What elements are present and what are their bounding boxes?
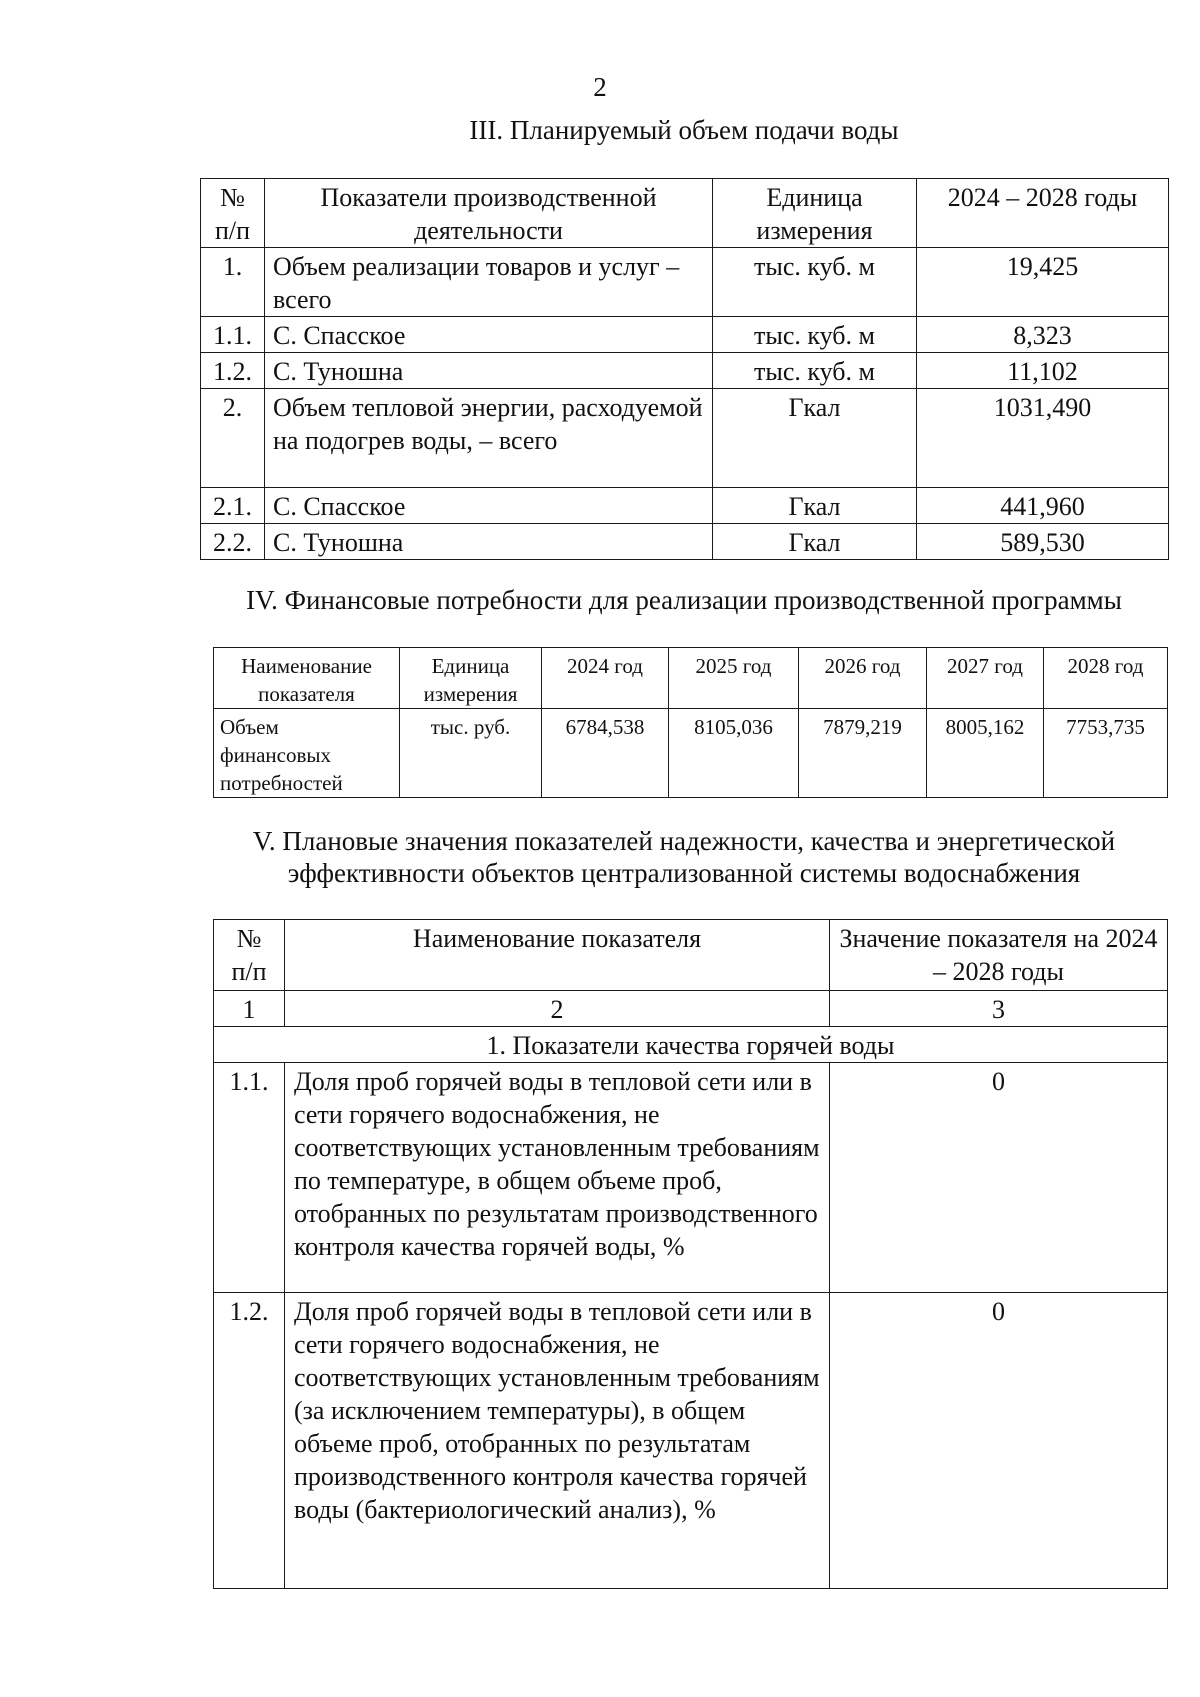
row-value: 441,960 xyxy=(917,488,1169,524)
row-value: 11,102 xyxy=(917,353,1169,389)
row-num: 2.1. xyxy=(201,488,265,524)
column-number: 1 xyxy=(214,991,285,1027)
table-row xyxy=(214,1063,1168,1293)
section4-title: IV. Финансовые потребности для реализации производственной программы xyxy=(246,585,1122,615)
row-value: 0 xyxy=(830,1293,1168,1589)
header-year: 2028 год xyxy=(1044,648,1168,709)
row-name: Доля проб горячей воды в тепловой сети или в сети горячего водоснабжения, не соответствующих установленным требованиям (за исключением температуры), в общем объеме проб, отобранных по результатам производственного контроля качества горячей воды (бактериологический анализ), % xyxy=(285,1293,830,1589)
row-value: 7753,735 xyxy=(1044,709,1168,798)
table-row xyxy=(214,1293,1168,1589)
row-num: 1.2. xyxy=(214,1293,285,1589)
column-number-row xyxy=(214,991,1168,1027)
row-value: 19,425 xyxy=(917,248,1169,317)
row-unit: тыс. руб. xyxy=(400,709,542,798)
table-row xyxy=(201,353,1169,389)
reliability-quality-table xyxy=(213,919,1168,1589)
row-name: Объем реализации товаров и услуг – всего xyxy=(265,248,713,317)
header-unit: Единица измерения xyxy=(400,648,542,709)
row-value: 8,323 xyxy=(917,317,1169,353)
row-name: Объем тепловой энергии, расходуемой на подогрев воды, – всего xyxy=(265,389,713,488)
table-header-row xyxy=(214,648,1168,709)
row-num: 1.1. xyxy=(201,317,265,353)
table-row xyxy=(201,389,1169,488)
table-row xyxy=(201,488,1169,524)
financial-needs-table xyxy=(213,647,1168,798)
table-header-row xyxy=(201,179,1169,248)
row-unit: Гкал xyxy=(713,389,917,488)
table-header-row xyxy=(214,920,1168,991)
header-year: 2025 год xyxy=(669,648,799,709)
column-number: 2 xyxy=(285,991,830,1027)
row-unit: тыс. куб. м xyxy=(713,248,917,317)
row-name: Доля проб горячей воды в тепловой сети или в сети горячего водоснабжения, не соответствующих установленным требованиям по температуре, в общем объеме проб, отобранных по результатам производственного контроля качества горячей воды, % xyxy=(285,1063,830,1293)
group-row xyxy=(214,1027,1168,1063)
row-name: С. Туношна xyxy=(265,524,713,560)
header-period: 2024 – 2028 годы xyxy=(917,179,1169,248)
table-row xyxy=(201,317,1169,353)
row-num: 1.1. xyxy=(214,1063,285,1293)
row-num: 2. xyxy=(201,389,265,488)
column-number: 3 xyxy=(830,991,1168,1027)
row-name: Объем финансовых потребностей xyxy=(214,709,400,798)
group-title: 1. Показатели качества горячей воды xyxy=(214,1027,1168,1063)
header-unit: Единица измерения xyxy=(713,179,917,248)
row-unit: тыс. куб. м xyxy=(713,317,917,353)
row-value: 0 xyxy=(830,1063,1168,1293)
row-name: С. Туношна xyxy=(265,353,713,389)
section5-title-line2: эффективности объектов централизованной системы водоснабжения xyxy=(287,858,1081,888)
table-row xyxy=(201,248,1169,317)
row-value: 1031,490 xyxy=(917,389,1169,488)
row-num: 1.2. xyxy=(201,353,265,389)
row-num: 1. xyxy=(201,248,265,317)
header-name: Наименование показателя xyxy=(285,920,830,991)
header-num: № п/п xyxy=(201,179,265,248)
header-num: № п/п xyxy=(214,920,285,991)
section3-title: III. Планируемый объем подачи воды xyxy=(469,115,899,145)
row-unit: Гкал xyxy=(713,488,917,524)
header-year: 2024 год xyxy=(542,648,669,709)
header-value: Значение показателя на 2024 – 2028 годы xyxy=(830,920,1168,991)
row-value: 589,530 xyxy=(917,524,1169,560)
row-value: 8105,036 xyxy=(669,709,799,798)
header-year: 2026 год xyxy=(799,648,927,709)
row-name: С. Спасское xyxy=(265,488,713,524)
water-supply-volume-table xyxy=(200,178,1169,560)
row-unit: тыс. куб. м xyxy=(713,353,917,389)
header-year: 2027 год xyxy=(927,648,1044,709)
section5-title-line1: V. Плановые значения показателей надежности, качества и энергетической xyxy=(252,826,1116,856)
row-value: 6784,538 xyxy=(542,709,669,798)
table-row xyxy=(201,524,1169,560)
row-value: 8005,162 xyxy=(927,709,1044,798)
header-name: Наименование показателя xyxy=(214,648,400,709)
header-indicator: Показатели производственной деятельности xyxy=(265,179,713,248)
row-name: С. Спасское xyxy=(265,317,713,353)
row-unit: Гкал xyxy=(713,524,917,560)
table-row xyxy=(214,709,1168,798)
row-num: 2.2. xyxy=(201,524,265,560)
page-number: 2 xyxy=(593,72,607,102)
row-value: 7879,219 xyxy=(799,709,927,798)
